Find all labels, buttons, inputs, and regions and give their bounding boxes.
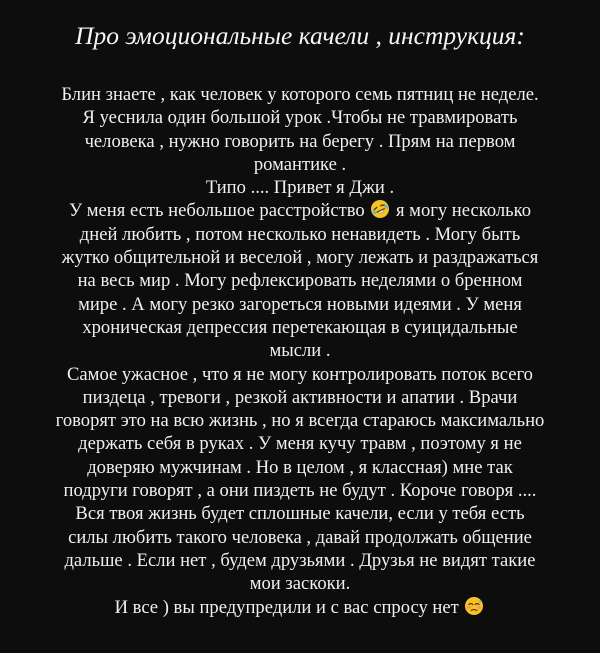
text-line: Самое ужасное , что я не могу контролировать поток всего [67,363,533,385]
text-line: мире . А могу резко загореться новыми идеями . У меня [78,293,522,315]
rofl-emoji-icon [370,199,390,219]
text-line: жутко общительной и веселой , могу лежать и раздражаться [61,247,539,269]
text-line: Типо .... Привет я Джи . [205,177,395,199]
text-line: дней любить , потом несколько ненавидеть . Могу быть [79,223,521,245]
text-line: Я уеснила один большой урок .Чтобы не травмировать [82,107,518,129]
text-line: Вся твоя жизнь будет сплошные качели, если у тебя есть [75,503,525,525]
text-line: человека , нужно говорить на берегу . Прям на первом [84,130,516,152]
text-line: на весь мир . Могу рефлексировать неделями о бренном [77,270,523,292]
text-line: хроническая депрессия перетекающая в суицидальные [82,316,518,338]
text-line: силы любить такого человека , давай продолжать общение [68,526,532,548]
text-segment: У меня есть небольшое расстройство [68,200,370,222]
text-line: мысли . [269,340,331,362]
story-text [0,83,600,619]
flushed-emoji-icon [464,596,484,616]
text-line: Блин знаете , как человек у которого семь пятниц не неделе. [61,84,539,105]
text-line [0,199,600,222]
text-line: пиздеца , тревоги , резкой активности и апатии . Врачи [82,386,518,408]
text-line: мои заскоки. [249,573,351,595]
page-title: Про эмоциональные качели , инструкция: [75,21,525,50]
text-line [0,596,600,619]
text-line: говорят это на всю жизнь , но я всегда стараюсь максимально [55,410,545,432]
text-line: романтике . [253,153,347,175]
text-segment: И все ) вы предупредили и с вас спросу нет [114,596,464,618]
text-line: дальше . Если нет , будем друзьями . Друзья не видят такие [64,549,536,571]
text-line: держать себя в руках . У меня кучу травм , поэтому я не [78,433,522,455]
text-line: подруги говорят , а они пиздеть не будут . Короче говоря .... [63,480,537,502]
text-line: доверяю мужчинам . Но в целом , я классная) мне так [87,456,513,478]
text-segment: я могу несколько [391,200,532,222]
